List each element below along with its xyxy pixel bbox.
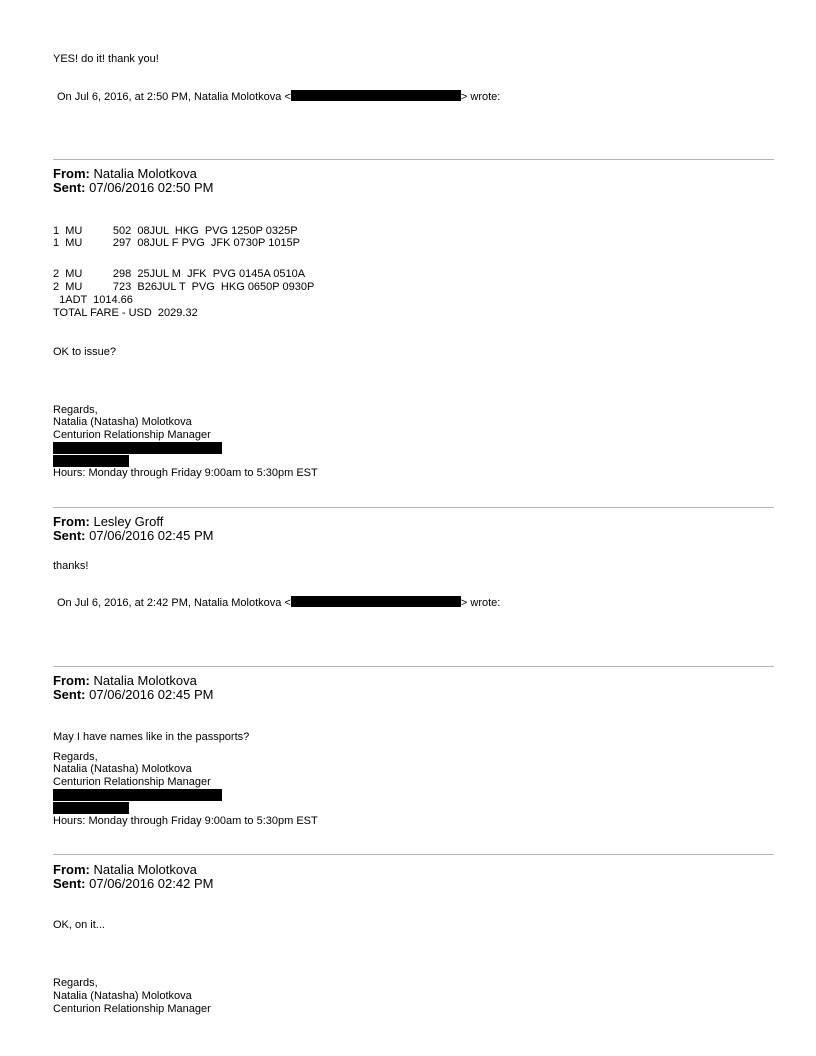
sent-date: 07/06/2016 02:45 PM — [89, 528, 214, 543]
quote-suffix: > wrote: — [460, 597, 501, 609]
signature-line: Centurion Relationship Manager — [53, 429, 211, 441]
quoted-header — [57, 90, 500, 104]
sent-label: Sent: — [53, 687, 86, 702]
from-line — [53, 167, 197, 181]
itinerary-line: 2 MU 723 B26JUL T PVG HKG 0650P 0930P — [53, 281, 315, 293]
redaction-block — [53, 789, 222, 801]
sent-date: 07/06/2016 02:50 PM — [89, 180, 214, 195]
signature-line: Regards, — [53, 977, 98, 989]
sent-line — [53, 181, 213, 195]
signature-line: Natalia (Natasha) Molotkova — [53, 416, 192, 428]
hours-line: Hours: Monday through Friday 9:00am to 5:30pm EST — [53, 467, 318, 479]
sent-date: 07/06/2016 02:42 PM — [89, 876, 214, 891]
sent-label: Sent: — [53, 180, 86, 195]
sent-label: Sent: — [53, 528, 86, 543]
itinerary-line: 1 MU 297 08JUL F PVG JFK 0730P 1015P — [53, 237, 301, 249]
signature-line: Regards, — [53, 751, 98, 763]
separator — [53, 666, 774, 667]
reply-body: YES! do it! thank you! — [53, 53, 159, 65]
message-body: OK to issue? — [53, 346, 116, 358]
sent-line — [53, 688, 213, 702]
sender-name: Natalia Molotkova — [93, 673, 197, 688]
redaction-block — [53, 802, 129, 814]
from-label: From: — [53, 514, 90, 529]
message-body: thanks! — [53, 560, 89, 572]
from-line — [53, 515, 163, 529]
separator — [53, 159, 774, 160]
signature-line: Natalia (Natasha) Molotkova — [53, 990, 192, 1002]
signature-line: Centurion Relationship Manager — [53, 776, 211, 788]
itinerary-line: 2 MU 298 25JUL M JFK PVG 0145A 0510A — [53, 268, 306, 280]
itinerary-line: 1 MU 502 08JUL HKG PVG 1250P 0325P — [53, 225, 298, 237]
sent-label: Sent: — [53, 876, 86, 891]
sent-line — [53, 529, 213, 543]
signature-line: Regards, — [53, 404, 98, 416]
quote-prefix: On Jul 6, 2016, at 2:50 PM, Natalia Molotkova < — [57, 91, 291, 103]
separator — [53, 854, 774, 855]
quoted-header — [57, 596, 500, 610]
fare-line: 1ADT 1014.66 — [53, 294, 133, 306]
from-label: From: — [53, 166, 90, 181]
sender-name: Lesley Groff — [93, 514, 164, 529]
redaction-block — [53, 442, 222, 454]
from-line — [53, 674, 197, 688]
from-line — [53, 863, 197, 877]
from-label: From: — [53, 862, 90, 877]
signature-line: Natalia (Natasha) Molotkova — [53, 763, 192, 775]
message-body: May I have names like in the passports? — [53, 731, 250, 743]
hours-line: Hours: Monday through Friday 9:00am to 5:30pm EST — [53, 815, 318, 827]
redacted-email — [291, 90, 461, 101]
separator — [53, 507, 774, 508]
quote-suffix: > wrote: — [460, 91, 501, 103]
total-fare: TOTAL FARE - USD 2029.32 — [53, 307, 198, 319]
message-body: OK, on it... — [53, 919, 105, 931]
quote-prefix: On Jul 6, 2016, at 2:42 PM, Natalia Molotkova < — [57, 597, 291, 609]
signature-line: Centurion Relationship Manager — [53, 1003, 211, 1015]
from-label: From: — [53, 673, 90, 688]
redacted-email — [291, 596, 461, 607]
sent-line — [53, 877, 213, 891]
redaction-block — [53, 455, 129, 467]
sender-name: Natalia Molotkova — [93, 166, 197, 181]
sent-date: 07/06/2016 02:45 PM — [89, 687, 214, 702]
sender-name: Natalia Molotkova — [93, 862, 197, 877]
